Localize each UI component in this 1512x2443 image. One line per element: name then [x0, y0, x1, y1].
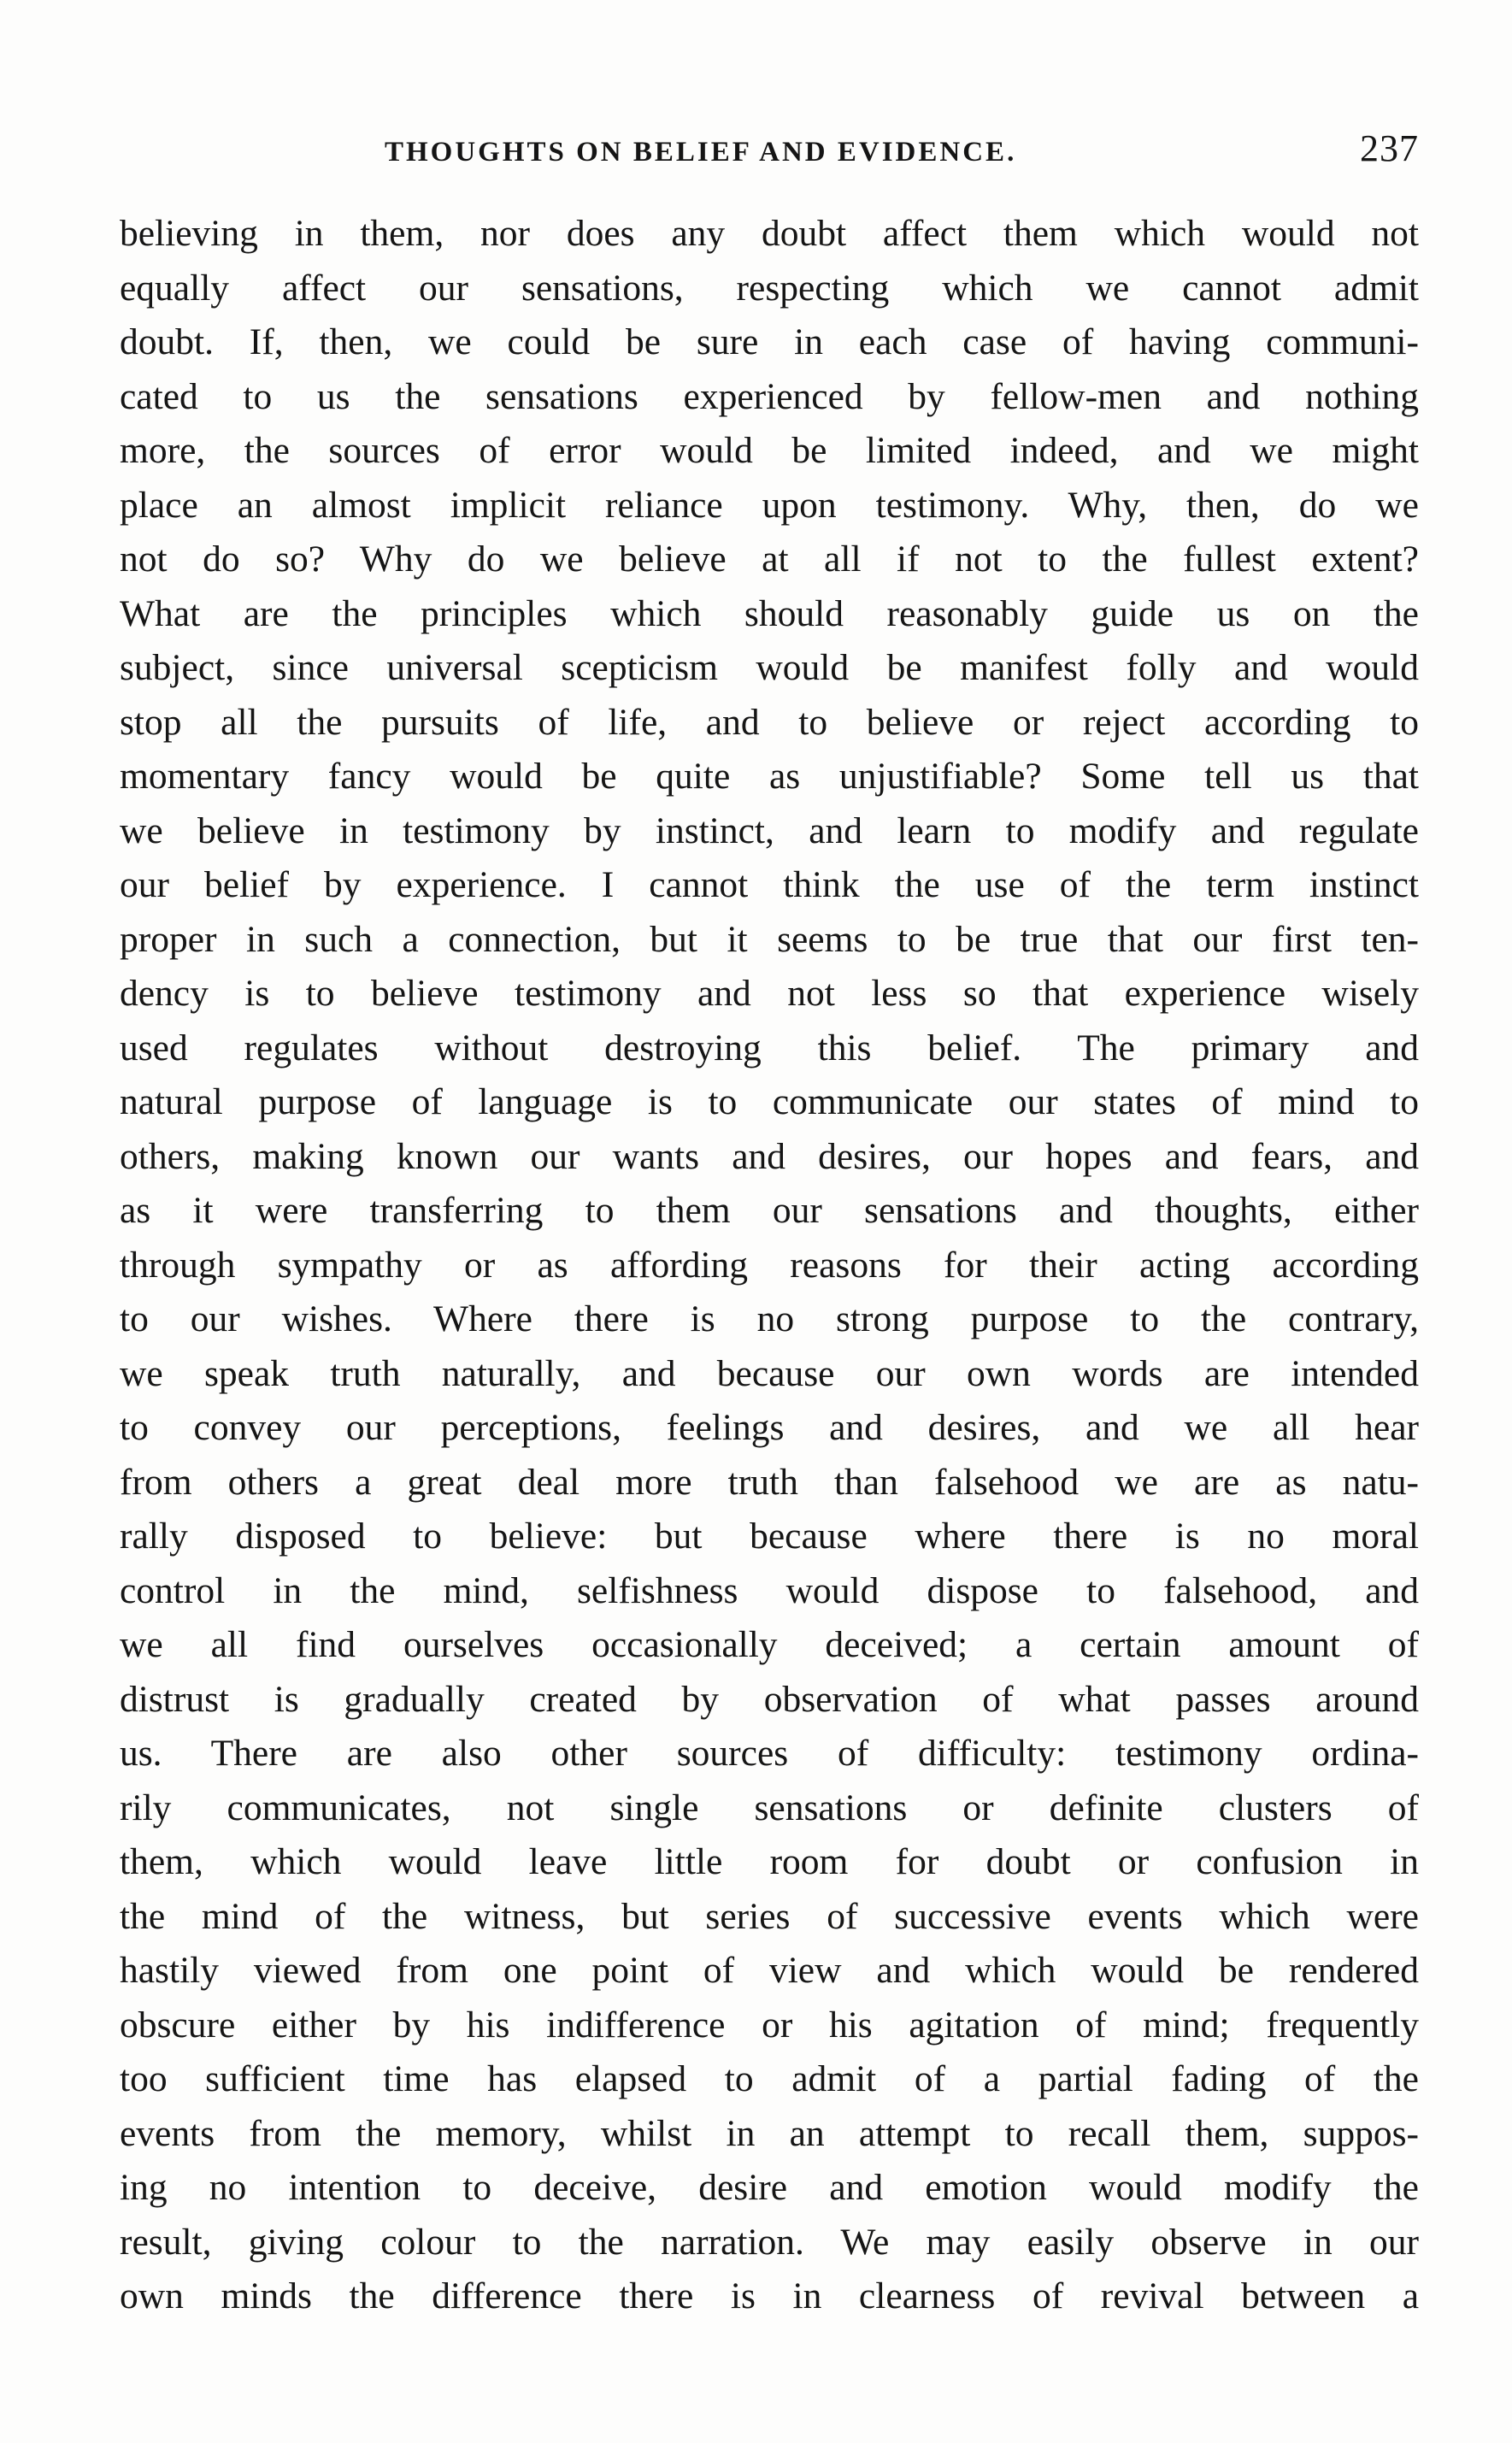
text-line: rally disposed to believe: but because where there is no moral — [120, 1516, 1419, 1557]
text-line: ing no intention to deceive, desire and emotion would modify the — [120, 2167, 1419, 2208]
text-line: more, the sources of error would be limited indeed, and we might — [120, 430, 1419, 471]
text-line: result, giving colour to the narration. We may easily observe in our — [120, 2221, 1419, 2263]
text-line: them, which would leave little room for doubt or confusion in — [120, 1841, 1419, 1882]
text-line: others, making known our wants and desires, our hopes and fears, and — [120, 1135, 1419, 1177]
text-line: What are the principles which should reasonably guide us on the — [120, 592, 1419, 634]
text-line: momentary fancy would be quite as unjustifiable? Some tell us that — [120, 756, 1419, 797]
text-line: obscure either by his indifference or his agitation of mind; frequently — [120, 2004, 1419, 2046]
text-line: through sympathy or as affording reasons for their acting according — [120, 1244, 1419, 1286]
text-line: believing in them, nor does any doubt affect them which would not — [120, 213, 1419, 254]
text-line: to our wishes. Where there is no strong purpose to the contrary, — [120, 1298, 1419, 1339]
text-line: rily communicates, not single sensations or definite clusters of — [120, 1787, 1419, 1828]
text-line: our belief by experience. I cannot think the use of the term instinct — [120, 864, 1419, 905]
text-line: to convey our perceptions, feelings and desires, and we all hear — [120, 1407, 1419, 1448]
text-line: hastily viewed from one point of view and which would be rendered — [120, 1950, 1419, 1991]
page-number: 237 — [1360, 127, 1419, 169]
text-line: we believe in testimony by instinct, and learn to modify and regulate — [120, 809, 1419, 851]
text-line: dency is to believe testimony and not less so that experience wisely — [120, 973, 1419, 1014]
text-line: natural purpose of language is to communicate our states of mind to — [120, 1081, 1419, 1122]
text-line: proper in such a connection, but it seems to be true that our first ten- — [120, 918, 1419, 960]
text-line: cated to us the sensations experienced by fellow-men and nothing — [120, 375, 1419, 417]
text-line: place an almost implicit reliance upon testimony. Why, then, do we — [120, 484, 1419, 526]
text-line: not do so? Why do we believe at all if not to the fullest extent? — [120, 539, 1419, 580]
text-line: own minds the difference there is in clearness of revival between a — [120, 2275, 1419, 2316]
text-line: from others a great deal more truth than falsehood we are as natu- — [120, 1461, 1419, 1503]
running-head — [120, 127, 1419, 178]
text-line: doubt. If, then, we could be sure in each case of having communi- — [120, 321, 1419, 362]
text-line: too sufficient time has elapsed to admit of a partial fading of the — [120, 2058, 1419, 2099]
text-line: the mind of the witness, but series of successive events which were — [120, 1895, 1419, 1937]
text-line: used regulates without destroying this belief. The primary and — [120, 1027, 1419, 1068]
text-line: equally affect our sensations, respecting which we cannot admit — [120, 267, 1419, 309]
text-line: events from the memory, whilst in an attempt to recall them, suppos- — [120, 2112, 1419, 2154]
body-text — [120, 207, 1419, 2324]
text-line: we all find ourselves occasionally deceived; a certain amount of — [120, 1624, 1419, 1665]
text-line: as it were transferring to them our sensations and thoughts, either — [120, 1190, 1419, 1231]
text-line: stop all the pursuits of life, and to believe or reject according to — [120, 701, 1419, 743]
text-line: subject, since universal scepticism would be manifest folly and would — [120, 647, 1419, 688]
text-line: distrust is gradually created by observation of what passes around — [120, 1678, 1419, 1720]
text-line: control in the mind, selfishness would dispose to falsehood, and — [120, 1569, 1419, 1611]
text-line: us. There are also other sources of difficulty: testimony ordina- — [120, 1733, 1419, 1774]
running-title: THOUGHTS ON BELIEF AND EVIDENCE. — [385, 137, 1017, 168]
text-line: we speak truth naturally, and because our own words are intended — [120, 1352, 1419, 1394]
